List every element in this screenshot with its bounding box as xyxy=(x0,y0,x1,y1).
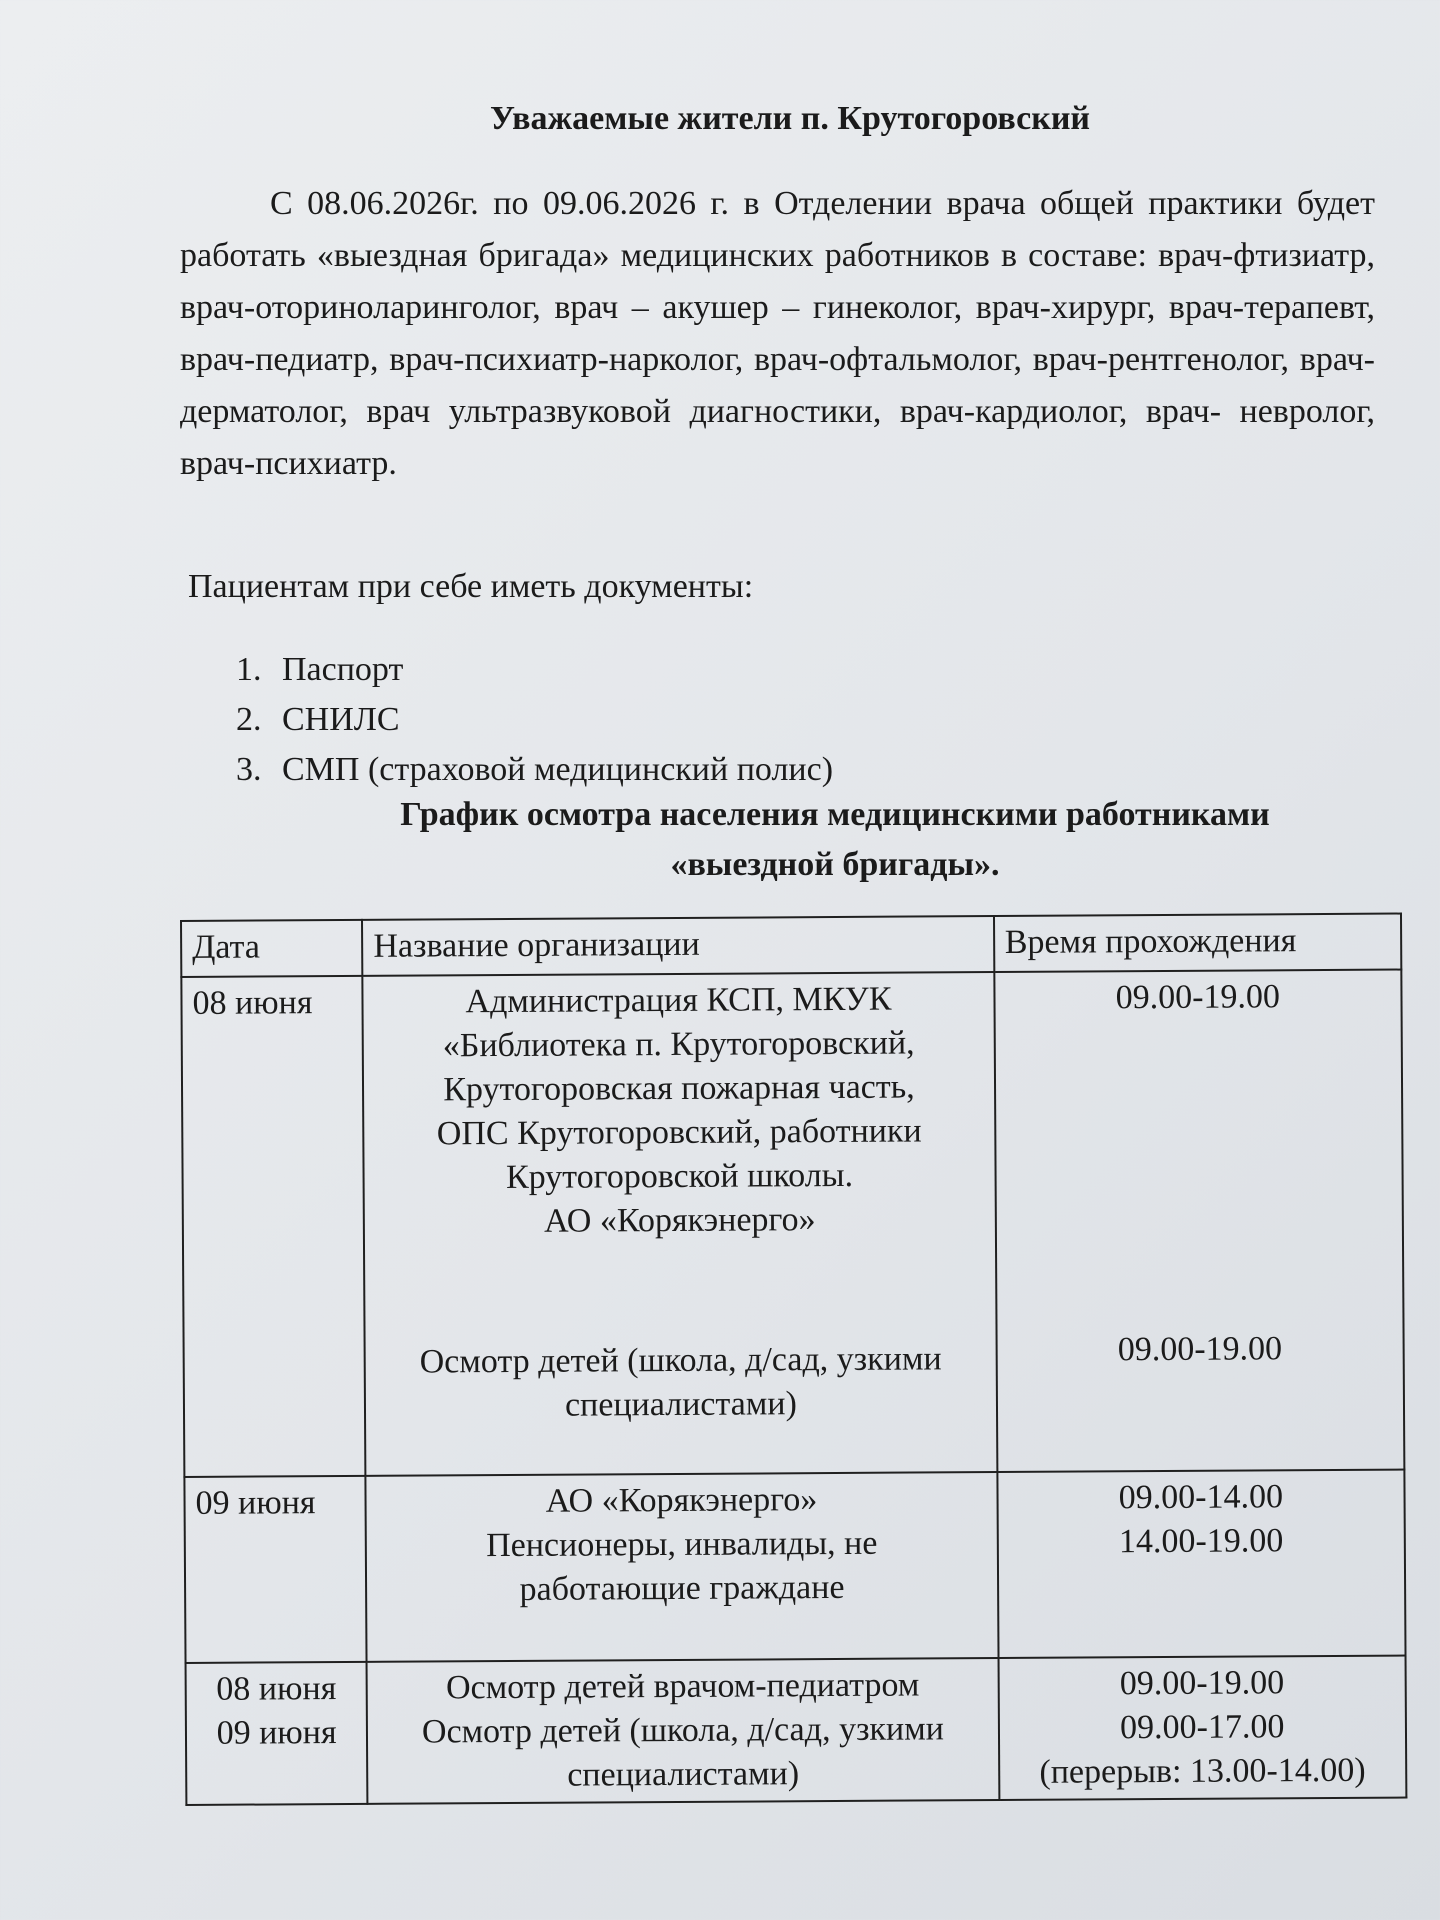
time-text: 09.00-17.00 xyxy=(1119,1708,1285,1747)
header-organization: Название организации xyxy=(362,916,994,976)
list-item-number: 3. xyxy=(236,751,262,788)
org-line: ОПС Крутогоровский, работники xyxy=(436,1112,922,1153)
org-line: Крутогоровской школы. xyxy=(505,1156,854,1197)
date-text: 09 июня xyxy=(195,1484,316,1522)
table-row xyxy=(181,970,1404,1477)
org-line: АО «Корякэнерго» xyxy=(545,1481,818,1520)
header-date: Дата xyxy=(181,920,363,977)
date-text: 09 июня xyxy=(216,1714,337,1752)
time-text: (перерыв: 13.00-14.00) xyxy=(1039,1751,1366,1791)
documents-list-item xyxy=(236,645,833,695)
list-item-text: СМП (страховой медицинский полис) xyxy=(282,751,834,788)
documents-list-item xyxy=(236,745,833,795)
org-line: специалистами) xyxy=(564,1385,797,1424)
documents-list-item xyxy=(236,695,833,745)
list-item-text: СНИЛС xyxy=(282,701,400,738)
cell-date xyxy=(184,1476,366,1663)
org-line: Осмотр детей врачом-педиатром xyxy=(445,1666,920,1707)
cell-organization xyxy=(363,972,997,1476)
cell-date xyxy=(186,1662,368,1805)
org-line: АО «Корякэнерго» xyxy=(543,1201,816,1240)
notice-body: С 08.06.2026г. по 09.06.2026 г. в Отделении врача общей практики будет работать «выездная бригада» медицинских работников в составе: врач-фтизиатр, врач-оториноларинголог, врач – акушер – гинеколог, врач-хирург, врач-терапевт, врач-педиатр, врач-психиатр-нарколог, врач-офтальмолог, врач-рентгенолог, врач-дерматолог, врач ультразвуковой диагностики, врач-кардиолог, врач- невролог, врач-психиатр. xyxy=(180,185,1375,482)
org-line: Осмотр детей (школа, д/сад, узкими xyxy=(421,1710,944,1751)
cell-time xyxy=(997,1470,1405,1658)
table-row xyxy=(184,1470,1405,1663)
list-item-number: 2. xyxy=(236,701,262,738)
org-line: «Библиотека п. Крутогоровский, xyxy=(442,1024,915,1065)
notice-title: Уважаемые жители п. Крутогоровский xyxy=(489,100,1090,137)
list-item-text: Паспорт xyxy=(282,651,404,688)
header-time: Время прохождения xyxy=(994,914,1402,972)
time-text: 14.00-19.00 xyxy=(1118,1522,1284,1561)
list-item-number: 1. xyxy=(236,651,262,688)
time-text: 09.00-19.00 xyxy=(1119,1664,1285,1703)
schedule-title xyxy=(280,790,1390,890)
schedule-table xyxy=(180,913,1407,1806)
org-line: Крутогоровская пожарная часть, xyxy=(443,1068,915,1109)
time-text: 09.00-19.00 xyxy=(1115,978,1281,1017)
date-text: 08 июня xyxy=(216,1670,337,1708)
documents-intro: Пациентам при себе иметь документы: xyxy=(188,568,754,605)
schedule-title-line: График осмотра населения медицинскими работниками xyxy=(400,796,1270,833)
date-text: 08 июня xyxy=(192,984,313,1022)
cell-organization xyxy=(366,1472,998,1662)
cell-organization xyxy=(367,1658,999,1804)
org-line: специалистами) xyxy=(567,1755,800,1794)
schedule-title-line: «выездной бригады». xyxy=(670,846,1000,883)
org-line: Осмотр детей (школа, д/сад, узкими xyxy=(419,1340,942,1381)
time-text: 09.00-14.00 xyxy=(1118,1478,1284,1517)
cell-time xyxy=(994,970,1404,1472)
cell-date xyxy=(181,976,365,1477)
documents-list xyxy=(236,645,833,795)
org-line: Пенсионеры, инвалиды, не xyxy=(486,1524,878,1565)
table-header-row xyxy=(181,914,1401,977)
org-line: Администрация КСП, МКУК xyxy=(465,980,892,1021)
org-line: работающие граждане xyxy=(519,1568,845,1608)
cell-time xyxy=(998,1656,1406,1800)
time-text: 09.00-19.00 xyxy=(1117,1330,1283,1369)
table-row xyxy=(186,1656,1407,1805)
